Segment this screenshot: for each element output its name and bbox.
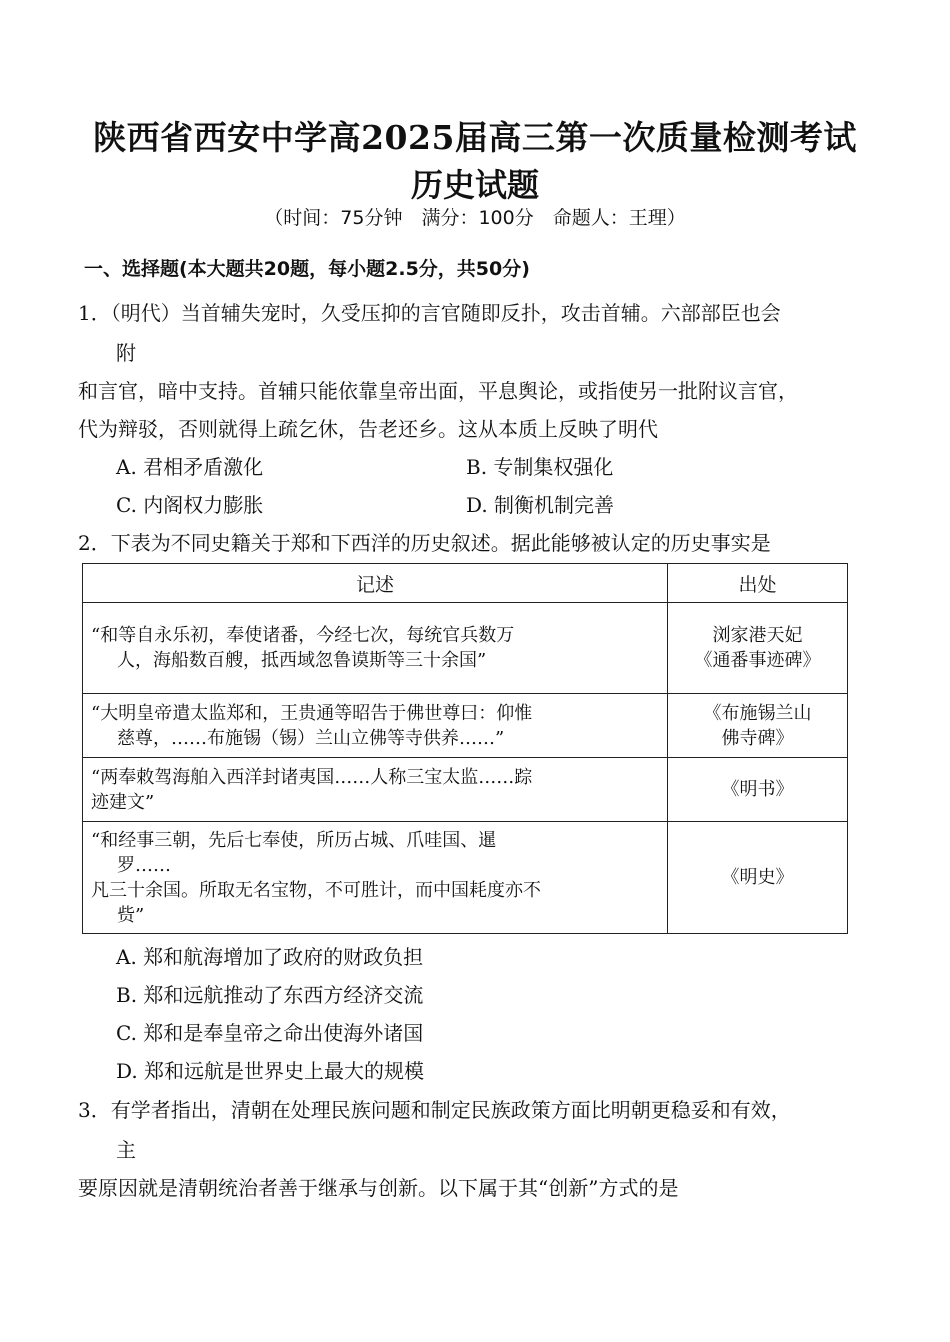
record-line: “和等自永乐初，奉使诸番，今经七次，每统官兵数万 [91, 625, 515, 646]
q1-option-c[interactable]: C. 内阁权力膨胀 [116, 493, 264, 517]
record-line: 凡三十余国。所取无名宝物，不可胜计，而中国耗度亦不 [91, 879, 541, 901]
q1-stem-line-3: 代为辩驳，否则就得上疏乞休，告老还乡。这从本质上反映了明代 [78, 417, 658, 441]
q1-stem-line-1: 1．（明代）当首辅失宠时，久受压抑的言官随即反扑，攻击首辅。六部部臣也会 [78, 301, 781, 325]
source-line: 《明史》 [721, 867, 794, 888]
source-line: 《通番事迹碑》 [694, 650, 821, 671]
q2-option-a[interactable]: A. 郑和航海增加了政府的财政负担 [116, 945, 424, 969]
q2-option-b[interactable]: B. 郑和远航推动了东西方经济交流 [116, 983, 424, 1007]
table-cell-record [83, 822, 668, 934]
exam-meta: （时间：75分钟 满分：100分 命题人：王理） [264, 207, 686, 229]
q3-stem-line-1b: 主 [116, 1138, 136, 1162]
table-header-row [83, 564, 848, 603]
table-row [83, 758, 848, 822]
record-line: 赀” [117, 904, 145, 926]
source-line: 浏家港天妃 [712, 625, 803, 646]
subject-title: 历史试题 [410, 166, 539, 204]
table-row [83, 822, 848, 934]
q1-option-b[interactable]: B. 专制集权强化 [466, 455, 614, 479]
source-line: 《明书》 [721, 779, 794, 800]
q2-stem: 2．下表为不同史籍关于郑和下西洋的历史叙述。据此能够被认定的历史事实是 [78, 531, 771, 555]
table-row [83, 603, 848, 694]
table-header-source: 出处 [668, 564, 848, 603]
record-line: 迹建文” [91, 791, 155, 813]
table-cell-record [83, 694, 668, 758]
q3-stem-line-2: 要原因就是清朝统治者善于继承与创新。以下属于其“创新”方式的是 [78, 1176, 679, 1200]
history-table [82, 563, 848, 934]
table-cell-source [668, 694, 848, 758]
q2-option-c[interactable]: C. 郑和是奉皇帝之命出使海外诸国 [116, 1021, 424, 1045]
table-row [83, 694, 848, 758]
q1-option-a[interactable]: A. 君相矛盾激化 [116, 455, 264, 479]
q3-stem-line-1: 3．有学者指出，清朝在处理民族问题和制定民族政策方面比明朝更稳妥和有效， [78, 1098, 791, 1122]
table-cell-source [668, 822, 848, 934]
q1-stem-line-2: 和言官，暗中支持。首辅只能依靠皇帝出面，平息舆论，或指使另一批附议言官， [78, 379, 798, 403]
table-cell-record [83, 758, 668, 822]
record-line: “两奉敕驾海舶入西洋封诸夷国……人称三宝太监……踪 [91, 766, 533, 788]
record-line: 慈尊，……布施锡（锡）兰山立佛等寺供养……” [117, 727, 505, 749]
q1-stem-line-1b: 附 [116, 341, 136, 365]
q1-option-d[interactable]: D. 制衡机制完善 [466, 493, 615, 517]
table-header-record: 记述 [83, 564, 668, 603]
record-line: 人，海船数百艘，抵西域忽鲁谟斯等三十余国” [117, 650, 487, 671]
record-line: 罗…… [117, 854, 171, 876]
exam-title: 陕西省西安中学高2025届高三第一次质量检测考试 [93, 118, 857, 157]
table-cell-record [83, 603, 668, 694]
table-cell-source [668, 758, 848, 822]
record-line: “大明皇帝遣太监郑和，王贵通等昭告于佛世尊曰：仰惟 [91, 702, 533, 724]
source-line: 佛寺碑》 [721, 727, 794, 749]
source-line: 《布施锡兰山 [703, 702, 812, 724]
section-heading: 一、选择题(本大题共20题，每小题2.5分，共50分) [84, 258, 530, 280]
table-cell-source [668, 603, 848, 694]
q2-option-d[interactable]: D. 郑和远航是世界史上最大的规模 [116, 1059, 425, 1083]
record-line: “和经事三朝，先后七奉使，所历占城、爪哇国、暹 [91, 829, 497, 851]
